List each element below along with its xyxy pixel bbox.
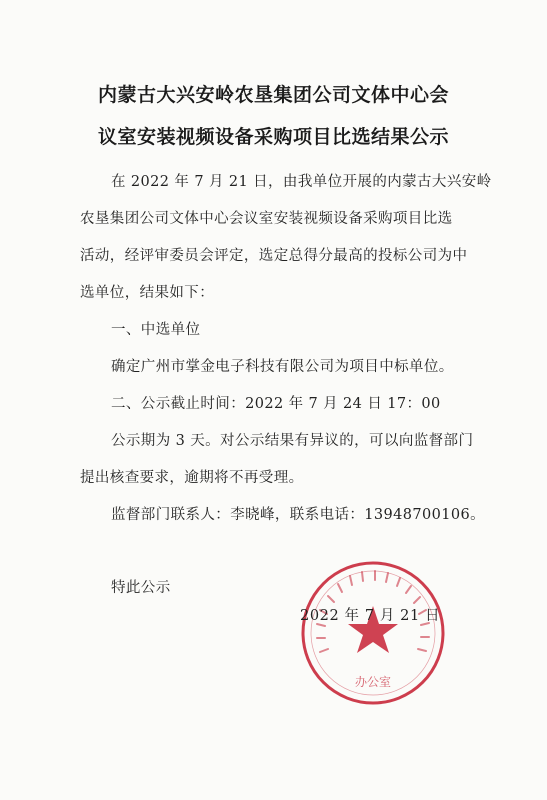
paragraph-1-line-4: 选单位，结果如下： bbox=[80, 285, 215, 301]
official-seal bbox=[298, 558, 448, 708]
signature-date: 2022 年 7 月 21 日 bbox=[300, 608, 441, 624]
contact-line: 监督部门联系人：李晓峰，联系电话：13948700106。 bbox=[111, 507, 486, 523]
document-title-line-1: 内蒙古大兴安岭农垦集团公司文体中心会 bbox=[97, 84, 449, 106]
notice-line-1: 公示期为 3 天。对公示结果有异议的，可以向监督部门 bbox=[111, 433, 474, 449]
paragraph-1-line-3: 活动，经评审委员会评定，选定总得分最高的投标公司为中 bbox=[80, 248, 468, 264]
section-2-heading: 二、公示截止时间：2022 年 7 月 24 日 17：00 bbox=[111, 396, 441, 412]
paragraph-1-line-2: 农垦集团公司文体中心会议室安装视频设备采购项目比选 bbox=[80, 211, 453, 227]
section-1-heading: 一、中选单位 bbox=[111, 322, 201, 338]
seal-bottom-text: 办公室 bbox=[354, 675, 392, 689]
closing-text: 特此公示 bbox=[111, 580, 171, 596]
notice-line-2: 提出核查要求，逾期将不再受理。 bbox=[80, 470, 304, 486]
document-title-line-2: 议室安装视频设备采购项目比选结果公示 bbox=[97, 126, 449, 148]
section-1-text: 确定广州市掌金电子科技有限公司为项目中标单位。 bbox=[111, 359, 454, 375]
paragraph-1-line-1: 在 2022 年 7 月 21 日，由我单位开展的内蒙古大兴安岭 bbox=[111, 174, 492, 190]
